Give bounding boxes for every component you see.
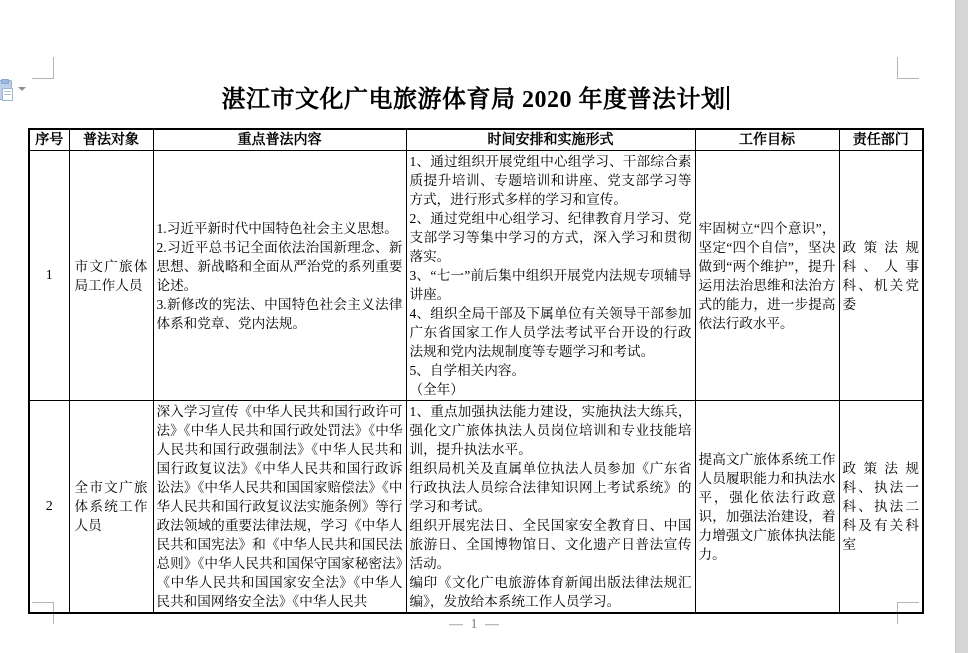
paragraph: 3.新修改的宪法、中国特色社会主义法律体系和党章、党内法规。 xyxy=(156,296,403,331)
header-goal: 工作目标 xyxy=(695,129,839,151)
document-title[interactable] xyxy=(28,79,922,114)
paragraph: 1、重点加强执法能力建设，实施执法大练兵，强化文广旅体执法人员岗位培训和专业技能培训，提升执法水平。 xyxy=(409,404,692,457)
paragraph: 组织开展宪法日、全民国家安全教育日、中国旅游日、全国博物馆日、文化遗产日普法宣传活动。 xyxy=(409,518,692,571)
cell-department[interactable]: 政策法规科、执法一科、执法二科及有关科室 xyxy=(839,401,923,614)
paragraph: 5、自学相关内容。 xyxy=(409,363,526,378)
scrollbar-track[interactable] xyxy=(955,0,968,653)
paragraph: （全年） xyxy=(409,382,464,397)
cell-target[interactable]: 市文广旅体局工作人员 xyxy=(69,151,153,401)
cell-index[interactable]: 1 xyxy=(29,151,69,401)
table-header-row xyxy=(29,129,923,151)
header-index: 序号 xyxy=(29,129,69,151)
paragraph: 组织局机关及直属单位执法人员参加《广东省行政执法人员综合法律知识网上考试系统》的学习和考试。 xyxy=(409,461,692,514)
document-title-text: 湛江市文化广电旅游体育局 2020 年度普法计划 xyxy=(221,87,726,113)
header-department: 责任部门 xyxy=(839,129,923,151)
text-cursor xyxy=(727,86,729,110)
paragraph: 4、组织全局干部及下属单位有关领导干部参加广东省国家工作人员学法考试平台开设的行政法规和党内法规制度等专题学习和考试。 xyxy=(409,306,692,359)
clipboard-paste-icon xyxy=(0,80,12,100)
cell-content[interactable] xyxy=(153,151,406,401)
chevron-down-icon xyxy=(18,87,26,91)
paragraph: 2.习近平总书记全面依法治国新理念、新思想、新战略和全面从严治党的系列重要论述。 xyxy=(156,239,403,293)
header-target: 普法对象 xyxy=(69,129,153,151)
paragraph: 1.习近平新时代中国特色社会主义思想。 xyxy=(156,220,398,236)
paragraph: 编印《文化广电旅游体育新闻出版法律法规汇编》，发放给本系统工作人员学习。 xyxy=(409,575,692,609)
table-row xyxy=(29,151,923,401)
law-popularization-plan-table xyxy=(28,128,924,614)
cell-schedule[interactable] xyxy=(406,401,695,614)
cell-content[interactable] xyxy=(153,401,406,614)
paste-options-button[interactable] xyxy=(0,80,26,100)
cell-goal[interactable]: 牢固树立“四个意识”，坚定“四个自信”，坚决做到“两个维护”，提升运用法治思维和法治方式的能力，进一步提高依法行政水平。 xyxy=(695,151,839,401)
paragraph: 2、通过党组中心组学习、纪律教育月学习、党支部学习等集中学习的方式，深入学习和贯彻落实。 xyxy=(409,211,692,264)
cell-schedule[interactable] xyxy=(406,151,695,401)
cell-goal[interactable]: 提高文广旅体系统工作人员履职能力和执法水平，强化依法行政意识，加强法治建设，着力增强文广旅体执法能力。 xyxy=(695,401,839,614)
table-row xyxy=(29,401,923,614)
cell-department[interactable]: 政策法规科、人事科、机关党委 xyxy=(839,151,923,401)
paragraph: 深入学习宣传《中华人民共和国行政许可法》《中华人民共和国行政处罚法》《中华人民共和国行政强制法》《中华人民共和国行政复议法》《中华人民共和国行政诉讼法》《中华人民共和国国家赔偿法》《中华人民共和国行政复议法实施条例》等行政法领域的重要法律法规，学习《中华人民共和国宪法》和《中华人民共和国民法总则》《中华人民共和国保守国家秘密法》《中华人民共和国国家安全法》《中华人民共和国网络安全法》《中华人民共 xyxy=(156,404,403,609)
header-content: 重点普法内容 xyxy=(153,129,406,151)
paste-paper-icon xyxy=(2,88,13,101)
margin-crop-mark-top-left xyxy=(32,57,54,79)
cell-target[interactable]: 全市文广旅体系统工作人员 xyxy=(69,401,153,614)
margin-crop-mark-top-right xyxy=(897,57,919,79)
header-schedule: 时间安排和实施形式 xyxy=(406,129,695,151)
paragraph: 3、“七一”前后集中组织开展党内法规专项辅导讲座。 xyxy=(409,268,692,302)
cell-index[interactable]: 2 xyxy=(29,401,69,614)
paragraph: 1、通过组织开展党组中心组学习、干部综合素质提升培训、专题培训和讲座、党支部学习等方式，进行形式多样的学习和宣传。 xyxy=(409,154,692,207)
footer-page-number: — 1 — xyxy=(449,617,501,632)
